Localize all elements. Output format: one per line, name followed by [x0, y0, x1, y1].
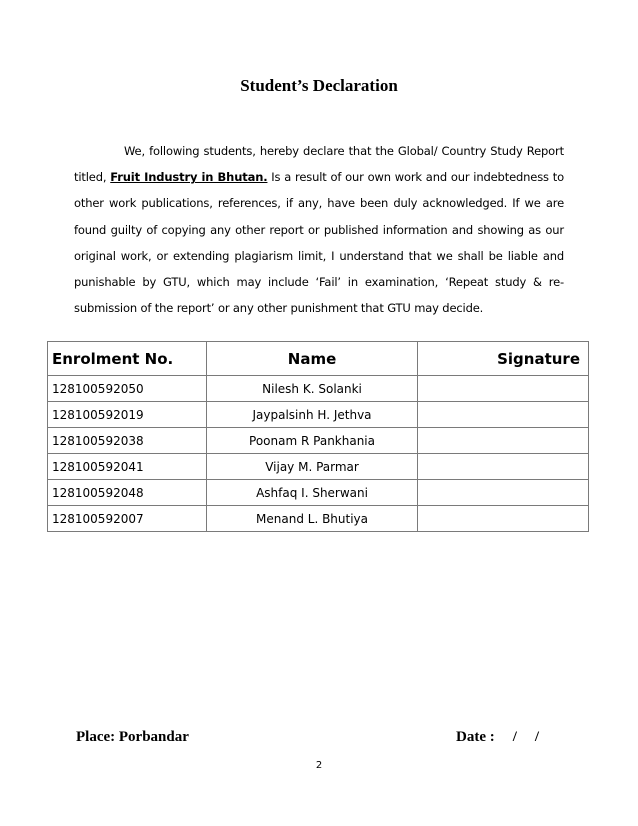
declaration-text-part1: We, following students, hereby declare that the Global/ Country Study Report titled,	[74, 144, 564, 185]
table-row	[48, 454, 589, 480]
cell-enrolment: 128100592041	[48, 454, 207, 480]
cell-name: Menand L. Bhutiya	[206, 506, 417, 532]
table-row	[48, 376, 589, 402]
date-slash: /	[512, 729, 517, 745]
table-row	[48, 506, 589, 532]
date-label: Date :	[456, 729, 495, 745]
cell-signature	[418, 480, 589, 506]
students-table	[47, 341, 589, 532]
cell-name: Poonam R Pankhania	[206, 428, 417, 454]
cell-signature	[418, 454, 589, 480]
table-row	[48, 402, 589, 428]
report-title: Fruit Industry in Bhutan.	[110, 170, 268, 185]
declaration-paragraph	[74, 138, 564, 321]
table-header-row	[48, 342, 589, 376]
cell-enrolment: 128100592038	[48, 428, 207, 454]
cell-name: Ashfaq I. Sherwani	[206, 480, 417, 506]
cell-signature	[418, 376, 589, 402]
date-slash: /	[534, 729, 540, 745]
header-name: Name	[206, 342, 417, 376]
cell-signature	[418, 428, 589, 454]
cell-name: Jaypalsinh H. Jethva	[206, 402, 417, 428]
cell-name: Vijay M. Parmar	[206, 454, 417, 480]
cell-enrolment: 128100592019	[48, 402, 207, 428]
page-number: 2	[315, 760, 323, 771]
cell-enrolment: 128100592048	[48, 480, 207, 506]
cell-name: Nilesh K. Solanki	[206, 376, 417, 402]
table-row	[48, 480, 589, 506]
cell-signature	[418, 402, 589, 428]
cell-enrolment: 128100592007	[48, 506, 207, 532]
header-enrolment: Enrolment No.	[48, 342, 207, 376]
page-title: Student’s Declaration	[240, 76, 398, 95]
date-field	[456, 729, 539, 746]
table-row	[48, 428, 589, 454]
place-label: Place: Porbandar	[76, 729, 189, 745]
header-signature: Signature	[418, 342, 589, 376]
cell-signature	[418, 506, 589, 532]
declaration-text-part2: Is a result of our own work and our indebtedness to other work publications, references, if any, have been duly acknowledged. If we are found guilty of copying any other report or published information and showing as our original work, or extending plagiarism limit, I understand that we shall be liable and punishable by GTU, which may include ‘Fail’ in examination, ‘Repeat study & re-submission of the report’ or any other punishment that GTU may decide.	[74, 170, 564, 316]
cell-enrolment: 128100592050	[48, 376, 207, 402]
